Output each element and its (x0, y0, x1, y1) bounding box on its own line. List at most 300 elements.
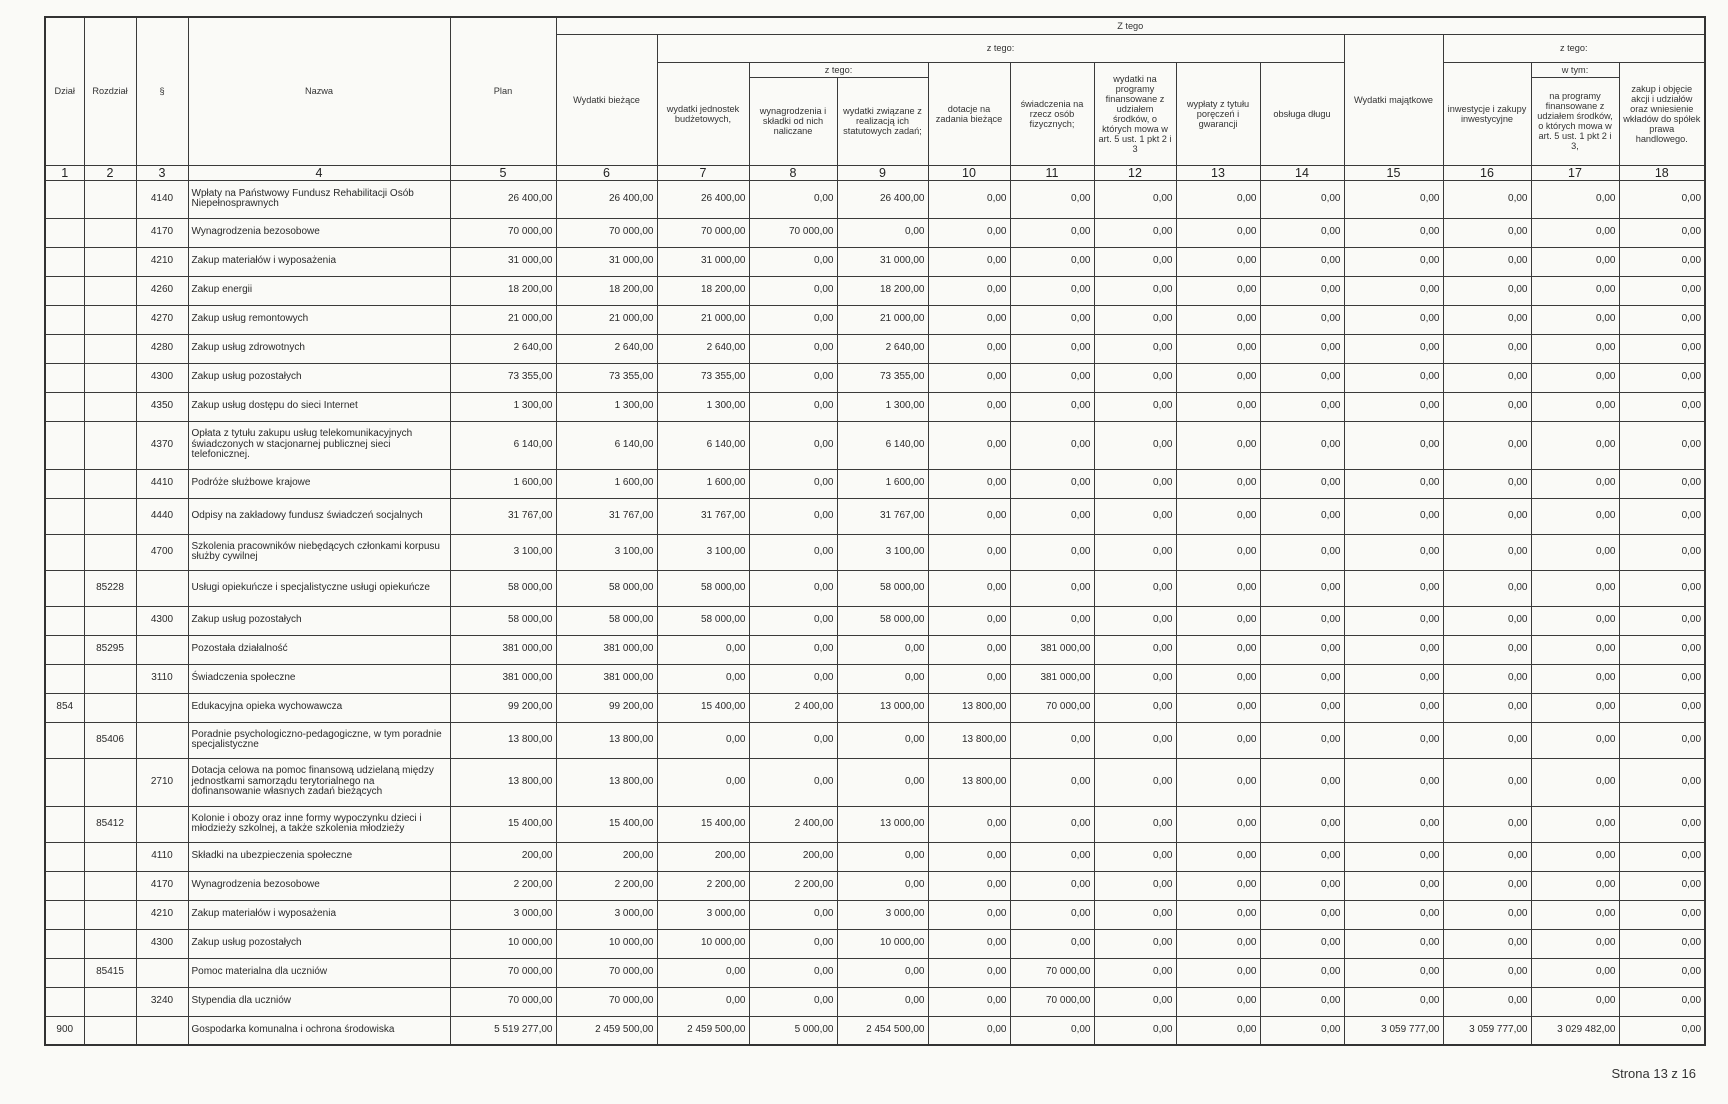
cell-swiadczenia: 70 000,00 (1010, 693, 1094, 722)
cell-wydatki-jednostek: 200,00 (657, 842, 749, 871)
cell-akcje: 0,00 (1619, 635, 1705, 664)
header-dzial: Dział (45, 17, 84, 165)
cell-wydatki-biezace: 70 000,00 (556, 958, 657, 987)
cell-wydatki-jednostek: 0,00 (657, 758, 749, 806)
cell-dotacje: 0,00 (928, 276, 1010, 305)
cell-wydatki-jednostek: 31 767,00 (657, 498, 749, 534)
cell-nazwa: Edukacyjna opieka wychowawcza (188, 693, 450, 722)
cell-inwestycje: 0,00 (1443, 469, 1531, 498)
table-row (45, 276, 1705, 305)
cell-programy-biezace: 0,00 (1094, 363, 1176, 392)
cell-obsluga-dlugu: 0,00 (1260, 534, 1344, 570)
cell-wydatki-majatkowe: 0,00 (1344, 534, 1443, 570)
cell-wydatki-biezace: 58 000,00 (556, 606, 657, 635)
cell-programy-biezace: 0,00 (1094, 218, 1176, 247)
header-inwestycje: inwestycje i zakupy inwestycyjne (1443, 62, 1531, 165)
cell-akcje: 0,00 (1619, 806, 1705, 842)
cell-dotacje: 0,00 (928, 1016, 1010, 1045)
cell-programy-biezace: 0,00 (1094, 180, 1176, 218)
cell-inwestycje: 0,00 (1443, 693, 1531, 722)
cell-programy-biezace: 0,00 (1094, 392, 1176, 421)
cell-wydatki-statutowe: 21 000,00 (837, 305, 928, 334)
cell-dzial (45, 392, 84, 421)
cell-plan: 6 140,00 (450, 421, 556, 469)
cell-paragraf: 4410 (136, 469, 188, 498)
cell-inwestycje: 0,00 (1443, 305, 1531, 334)
table-row (45, 180, 1705, 218)
cell-dzial (45, 247, 84, 276)
cell-nazwa: Kolonie i obozy oraz inne formy wypoczynku dzieci i młodzieży szkolnej, a także szkolenia młodzieży (188, 806, 450, 842)
cell-wynagrodzenia: 0,00 (749, 363, 837, 392)
cell-wydatki-statutowe: 31 767,00 (837, 498, 928, 534)
cell-plan: 26 400,00 (450, 180, 556, 218)
cell-poreczenia: 0,00 (1176, 421, 1260, 469)
cell-rozdzial (84, 758, 136, 806)
cell-nazwa: Zakup usług pozostałych (188, 929, 450, 958)
table-row (45, 842, 1705, 871)
cell-wydatki-statutowe: 2 640,00 (837, 334, 928, 363)
cell-swiadczenia: 0,00 (1010, 247, 1094, 276)
cell-rozdzial (84, 469, 136, 498)
header-w-tym: w tym: (1531, 62, 1619, 77)
cell-nazwa: Wpłaty na Państwowy Fundusz Rehabilitacji Osób Niepełnosprawnych (188, 180, 450, 218)
cell-programy-biezace: 0,00 (1094, 900, 1176, 929)
cell-plan: 21 000,00 (450, 305, 556, 334)
cell-akcje: 0,00 (1619, 570, 1705, 606)
header-z-tego-top: Z tego (556, 17, 1705, 34)
cell-dzial (45, 334, 84, 363)
cell-wydatki-majatkowe: 0,00 (1344, 218, 1443, 247)
cell-nazwa: Usługi opiekuńcze i specjalistyczne usługi opiekuńcze (188, 570, 450, 606)
cell-dzial: 854 (45, 693, 84, 722)
cell-poreczenia: 0,00 (1176, 570, 1260, 606)
cell-dotacje: 0,00 (928, 334, 1010, 363)
cell-programy-biezace: 0,00 (1094, 958, 1176, 987)
cell-programy-biezace: 0,00 (1094, 305, 1176, 334)
cell-nazwa: Zakup usług pozostałych (188, 363, 450, 392)
cell-plan: 13 800,00 (450, 758, 556, 806)
column-number: 4 (188, 165, 450, 180)
table-row (45, 606, 1705, 635)
cell-wydatki-biezace: 15 400,00 (556, 806, 657, 842)
header-dotacje: dotacje na zadania bieżące (928, 62, 1010, 165)
cell-dzial (45, 958, 84, 987)
cell-dotacje: 0,00 (928, 421, 1010, 469)
cell-akcje: 0,00 (1619, 247, 1705, 276)
cell-wydatki-statutowe: 58 000,00 (837, 606, 928, 635)
table-row (45, 363, 1705, 392)
cell-obsluga-dlugu: 0,00 (1260, 1016, 1344, 1045)
header-z-tego-jednostek: z tego: (749, 62, 928, 77)
cell-dotacje: 0,00 (928, 363, 1010, 392)
cell-programy-majatkowe: 0,00 (1531, 606, 1619, 635)
cell-swiadczenia: 0,00 (1010, 469, 1094, 498)
cell-dotacje: 0,00 (928, 570, 1010, 606)
cell-dzial: 900 (45, 1016, 84, 1045)
cell-paragraf: 4110 (136, 842, 188, 871)
cell-wydatki-majatkowe: 0,00 (1344, 180, 1443, 218)
cell-programy-biezace: 0,00 (1094, 247, 1176, 276)
cell-plan: 18 200,00 (450, 276, 556, 305)
cell-wydatki-majatkowe: 0,00 (1344, 635, 1443, 664)
cell-obsluga-dlugu: 0,00 (1260, 469, 1344, 498)
cell-dotacje: 0,00 (928, 247, 1010, 276)
cell-wydatki-biezace: 21 000,00 (556, 305, 657, 334)
cell-poreczenia: 0,00 (1176, 392, 1260, 421)
table-row (45, 664, 1705, 693)
cell-wydatki-biezace: 3 100,00 (556, 534, 657, 570)
budget-table (44, 16, 1706, 1046)
cell-swiadczenia: 0,00 (1010, 276, 1094, 305)
cell-akcje: 0,00 (1619, 664, 1705, 693)
cell-wydatki-jednostek: 2 640,00 (657, 334, 749, 363)
cell-programy-majatkowe: 0,00 (1531, 722, 1619, 758)
cell-programy-biezace: 0,00 (1094, 606, 1176, 635)
cell-wydatki-statutowe: 2 454 500,00 (837, 1016, 928, 1045)
cell-programy-majatkowe: 0,00 (1531, 276, 1619, 305)
cell-wydatki-biezace: 26 400,00 (556, 180, 657, 218)
cell-rozdzial (84, 606, 136, 635)
cell-programy-majatkowe: 0,00 (1531, 363, 1619, 392)
cell-inwestycje: 0,00 (1443, 392, 1531, 421)
cell-paragraf: 4350 (136, 392, 188, 421)
cell-wydatki-statutowe: 0,00 (837, 664, 928, 693)
cell-wydatki-jednostek: 73 355,00 (657, 363, 749, 392)
cell-obsluga-dlugu: 0,00 (1260, 900, 1344, 929)
cell-paragraf (136, 806, 188, 842)
cell-wydatki-majatkowe: 0,00 (1344, 363, 1443, 392)
cell-akcje: 0,00 (1619, 392, 1705, 421)
cell-wydatki-biezace: 31 767,00 (556, 498, 657, 534)
cell-wydatki-jednostek: 18 200,00 (657, 276, 749, 305)
cell-wydatki-majatkowe: 0,00 (1344, 305, 1443, 334)
cell-poreczenia: 0,00 (1176, 842, 1260, 871)
cell-rozdzial (84, 218, 136, 247)
column-number: 12 (1094, 165, 1176, 180)
cell-wydatki-statutowe: 0,00 (837, 758, 928, 806)
cell-wynagrodzenia: 0,00 (749, 469, 837, 498)
cell-wydatki-jednostek: 31 000,00 (657, 247, 749, 276)
cell-dzial (45, 469, 84, 498)
cell-dzial (45, 498, 84, 534)
cell-inwestycje: 0,00 (1443, 421, 1531, 469)
cell-wynagrodzenia: 0,00 (749, 606, 837, 635)
cell-wydatki-biezace: 73 355,00 (556, 363, 657, 392)
cell-poreczenia: 0,00 (1176, 276, 1260, 305)
cell-rozdzial (84, 664, 136, 693)
table-row (45, 958, 1705, 987)
cell-wynagrodzenia: 0,00 (749, 722, 837, 758)
cell-plan: 70 000,00 (450, 958, 556, 987)
cell-wydatki-statutowe: 0,00 (837, 635, 928, 664)
cell-wydatki-majatkowe: 0,00 (1344, 334, 1443, 363)
header-wydatki-majatkowe: Wydatki majątkowe (1344, 34, 1443, 165)
cell-wydatki-biezace: 13 800,00 (556, 758, 657, 806)
cell-poreczenia: 0,00 (1176, 1016, 1260, 1045)
cell-programy-majatkowe: 0,00 (1531, 469, 1619, 498)
cell-programy-biezace: 0,00 (1094, 635, 1176, 664)
cell-plan: 5 519 277,00 (450, 1016, 556, 1045)
cell-programy-biezace: 0,00 (1094, 758, 1176, 806)
cell-programy-majatkowe: 0,00 (1531, 498, 1619, 534)
cell-nazwa: Gospodarka komunalna i ochrona środowiska (188, 1016, 450, 1045)
cell-swiadczenia: 0,00 (1010, 806, 1094, 842)
cell-inwestycje: 0,00 (1443, 758, 1531, 806)
cell-programy-biezace: 0,00 (1094, 1016, 1176, 1045)
cell-nazwa: Poradnie psychologiczno-pedagogiczne, w tym poradnie specjalistyczne (188, 722, 450, 758)
cell-dzial (45, 606, 84, 635)
cell-inwestycje: 0,00 (1443, 498, 1531, 534)
cell-programy-majatkowe: 0,00 (1531, 334, 1619, 363)
cell-swiadczenia: 0,00 (1010, 218, 1094, 247)
cell-nazwa: Wynagrodzenia bezosobowe (188, 871, 450, 900)
cell-programy-majatkowe: 0,00 (1531, 929, 1619, 958)
cell-nazwa: Zakup usług remontowych (188, 305, 450, 334)
cell-swiadczenia: 0,00 (1010, 871, 1094, 900)
cell-programy-biezace: 0,00 (1094, 722, 1176, 758)
cell-dzial (45, 664, 84, 693)
cell-wydatki-jednostek: 0,00 (657, 635, 749, 664)
column-number: 6 (556, 165, 657, 180)
cell-poreczenia: 0,00 (1176, 987, 1260, 1016)
cell-programy-biezace: 0,00 (1094, 664, 1176, 693)
header-obsluga-dlugu: obsługa długu (1260, 62, 1344, 165)
table-row (45, 806, 1705, 842)
cell-inwestycje: 0,00 (1443, 806, 1531, 842)
header-nazwa: Nazwa (188, 17, 450, 165)
cell-dotacje: 0,00 (928, 871, 1010, 900)
cell-nazwa: Zakup usług pozostałych (188, 606, 450, 635)
cell-wydatki-statutowe: 3 000,00 (837, 900, 928, 929)
cell-akcje: 0,00 (1619, 758, 1705, 806)
column-number: 10 (928, 165, 1010, 180)
cell-nazwa: Wynagrodzenia bezosobowe (188, 218, 450, 247)
cell-wydatki-jednostek: 10 000,00 (657, 929, 749, 958)
cell-swiadczenia: 0,00 (1010, 498, 1094, 534)
cell-poreczenia: 0,00 (1176, 664, 1260, 693)
cell-wydatki-statutowe: 10 000,00 (837, 929, 928, 958)
cell-wydatki-majatkowe: 0,00 (1344, 987, 1443, 1016)
table-row (45, 570, 1705, 606)
header-plan: Plan (450, 17, 556, 165)
cell-dzial (45, 758, 84, 806)
cell-poreczenia: 0,00 (1176, 871, 1260, 900)
cell-inwestycje: 0,00 (1443, 218, 1531, 247)
table-row (45, 722, 1705, 758)
cell-plan: 58 000,00 (450, 570, 556, 606)
cell-obsluga-dlugu: 0,00 (1260, 392, 1344, 421)
cell-dzial (45, 987, 84, 1016)
cell-akcje: 0,00 (1619, 929, 1705, 958)
cell-wydatki-statutowe: 13 000,00 (837, 806, 928, 842)
cell-rozdzial (84, 987, 136, 1016)
cell-programy-majatkowe: 0,00 (1531, 218, 1619, 247)
cell-nazwa: Stypendia dla uczniów (188, 987, 450, 1016)
cell-programy-biezace: 0,00 (1094, 570, 1176, 606)
cell-nazwa: Zakup materiałów i wyposażenia (188, 247, 450, 276)
cell-akcje: 0,00 (1619, 363, 1705, 392)
cell-akcje: 0,00 (1619, 334, 1705, 363)
cell-dotacje: 0,00 (928, 664, 1010, 693)
cell-wydatki-majatkowe: 3 059 777,00 (1344, 1016, 1443, 1045)
cell-wydatki-biezace: 1 300,00 (556, 392, 657, 421)
cell-programy-majatkowe: 3 029 482,00 (1531, 1016, 1619, 1045)
cell-wydatki-majatkowe: 0,00 (1344, 469, 1443, 498)
header-programy-majatkowe: na programy finansowane z udziałem środków, o których mowa w art. 5 ust. 1 pkt 2 i 3, (1531, 77, 1619, 165)
cell-swiadczenia: 0,00 (1010, 842, 1094, 871)
cell-paragraf (136, 693, 188, 722)
cell-paragraf: 4210 (136, 247, 188, 276)
cell-programy-majatkowe: 0,00 (1531, 806, 1619, 842)
cell-inwestycje: 0,00 (1443, 570, 1531, 606)
cell-poreczenia: 0,00 (1176, 806, 1260, 842)
table-row (45, 693, 1705, 722)
cell-plan: 10 000,00 (450, 929, 556, 958)
cell-rozdzial (84, 693, 136, 722)
cell-plan: 31 767,00 (450, 498, 556, 534)
cell-wynagrodzenia: 0,00 (749, 392, 837, 421)
cell-paragraf: 4140 (136, 180, 188, 218)
cell-wydatki-jednostek: 21 000,00 (657, 305, 749, 334)
cell-wydatki-biezace: 2 459 500,00 (556, 1016, 657, 1045)
cell-rozdzial (84, 334, 136, 363)
header-wydatki-biezace: Wydatki bieżące (556, 34, 657, 165)
cell-wydatki-jednostek: 2 459 500,00 (657, 1016, 749, 1045)
cell-programy-biezace: 0,00 (1094, 987, 1176, 1016)
cell-swiadczenia: 70 000,00 (1010, 958, 1094, 987)
cell-paragraf: 4170 (136, 871, 188, 900)
cell-nazwa: Podróże służbowe krajowe (188, 469, 450, 498)
cell-inwestycje: 0,00 (1443, 247, 1531, 276)
cell-wynagrodzenia: 0,00 (749, 305, 837, 334)
table-row (45, 758, 1705, 806)
cell-rozdzial (84, 180, 136, 218)
cell-rozdzial (84, 247, 136, 276)
cell-programy-biezace: 0,00 (1094, 929, 1176, 958)
cell-wydatki-biezace: 58 000,00 (556, 570, 657, 606)
cell-programy-majatkowe: 0,00 (1531, 842, 1619, 871)
cell-paragraf: 4270 (136, 305, 188, 334)
cell-obsluga-dlugu: 0,00 (1260, 929, 1344, 958)
cell-wynagrodzenia: 0,00 (749, 276, 837, 305)
cell-dotacje: 0,00 (928, 987, 1010, 1016)
cell-paragraf (136, 570, 188, 606)
cell-inwestycje: 0,00 (1443, 363, 1531, 392)
cell-rozdzial: 85295 (84, 635, 136, 664)
cell-plan: 70 000,00 (450, 987, 556, 1016)
cell-programy-biezace: 0,00 (1094, 469, 1176, 498)
cell-wydatki-biezace: 31 000,00 (556, 247, 657, 276)
column-number: 9 (837, 165, 928, 180)
cell-obsluga-dlugu: 0,00 (1260, 218, 1344, 247)
cell-wydatki-jednostek: 58 000,00 (657, 606, 749, 635)
cell-dzial (45, 276, 84, 305)
cell-wydatki-statutowe: 0,00 (837, 218, 928, 247)
cell-wydatki-biezace: 18 200,00 (556, 276, 657, 305)
cell-akcje: 0,00 (1619, 218, 1705, 247)
cell-wydatki-majatkowe: 0,00 (1344, 392, 1443, 421)
cell-akcje: 0,00 (1619, 469, 1705, 498)
cell-swiadczenia: 0,00 (1010, 334, 1094, 363)
column-number: 2 (84, 165, 136, 180)
cell-poreczenia: 0,00 (1176, 363, 1260, 392)
cell-wydatki-jednostek: 0,00 (657, 664, 749, 693)
cell-paragraf: 3240 (136, 987, 188, 1016)
cell-dotacje: 0,00 (928, 498, 1010, 534)
cell-swiadczenia: 0,00 (1010, 722, 1094, 758)
cell-plan: 381 000,00 (450, 664, 556, 693)
cell-swiadczenia: 381 000,00 (1010, 635, 1094, 664)
cell-wydatki-biezace: 2 200,00 (556, 871, 657, 900)
cell-swiadczenia: 0,00 (1010, 363, 1094, 392)
cell-rozdzial: 85415 (84, 958, 136, 987)
cell-nazwa: Dotacja celowa na pomoc finansową udzielaną między jednostkami samorządu terytorialnego na dofinansowanie własnych zadań bieżących (188, 758, 450, 806)
cell-swiadczenia: 0,00 (1010, 534, 1094, 570)
cell-plan: 70 000,00 (450, 218, 556, 247)
cell-programy-majatkowe: 0,00 (1531, 392, 1619, 421)
cell-wydatki-biezace: 3 000,00 (556, 900, 657, 929)
cell-nazwa: Szkolenia pracowników niebędących członkami korpusu służby cywilnej (188, 534, 450, 570)
cell-paragraf: 4170 (136, 218, 188, 247)
cell-akcje: 0,00 (1619, 180, 1705, 218)
cell-paragraf (136, 722, 188, 758)
cell-wydatki-statutowe: 0,00 (837, 871, 928, 900)
cell-wynagrodzenia: 0,00 (749, 758, 837, 806)
table-row (45, 635, 1705, 664)
cell-dotacje: 0,00 (928, 218, 1010, 247)
cell-nazwa: Opłata z tytułu zakupu usług telekomunikacyjnych świadczonych w stacjonarnej publicznej sieci telefonicznej. (188, 421, 450, 469)
cell-rozdzial: 85228 (84, 570, 136, 606)
cell-swiadczenia: 0,00 (1010, 421, 1094, 469)
cell-poreczenia: 0,00 (1176, 305, 1260, 334)
cell-wydatki-jednostek: 3 000,00 (657, 900, 749, 929)
header-wynagrodzenia: wynagrodzenia i składki od nich naliczane (749, 77, 837, 165)
cell-nazwa: Składki na ubezpieczenia społeczne (188, 842, 450, 871)
cell-rozdzial: 85406 (84, 722, 136, 758)
cell-paragraf: 4260 (136, 276, 188, 305)
cell-wynagrodzenia: 70 000,00 (749, 218, 837, 247)
cell-dzial (45, 534, 84, 570)
cell-dzial (45, 635, 84, 664)
cell-wydatki-jednostek: 0,00 (657, 987, 749, 1016)
cell-obsluga-dlugu: 0,00 (1260, 247, 1344, 276)
cell-obsluga-dlugu: 0,00 (1260, 421, 1344, 469)
cell-obsluga-dlugu: 0,00 (1260, 334, 1344, 363)
cell-akcje: 0,00 (1619, 722, 1705, 758)
table-row (45, 987, 1705, 1016)
cell-wydatki-statutowe: 3 100,00 (837, 534, 928, 570)
cell-obsluga-dlugu: 0,00 (1260, 606, 1344, 635)
cell-poreczenia: 0,00 (1176, 469, 1260, 498)
cell-dzial (45, 570, 84, 606)
cell-swiadczenia: 0,00 (1010, 570, 1094, 606)
cell-inwestycje: 0,00 (1443, 635, 1531, 664)
cell-programy-majatkowe: 0,00 (1531, 900, 1619, 929)
cell-dzial (45, 180, 84, 218)
cell-wydatki-biezace: 70 000,00 (556, 218, 657, 247)
cell-inwestycje: 0,00 (1443, 842, 1531, 871)
cell-wynagrodzenia: 0,00 (749, 929, 837, 958)
cell-paragraf: 3110 (136, 664, 188, 693)
cell-dzial (45, 900, 84, 929)
cell-plan: 1 300,00 (450, 392, 556, 421)
table-row (45, 421, 1705, 469)
cell-obsluga-dlugu: 0,00 (1260, 871, 1344, 900)
cell-nazwa: Zakup energii (188, 276, 450, 305)
column-number: 3 (136, 165, 188, 180)
column-number: 11 (1010, 165, 1094, 180)
cell-wydatki-majatkowe: 0,00 (1344, 693, 1443, 722)
